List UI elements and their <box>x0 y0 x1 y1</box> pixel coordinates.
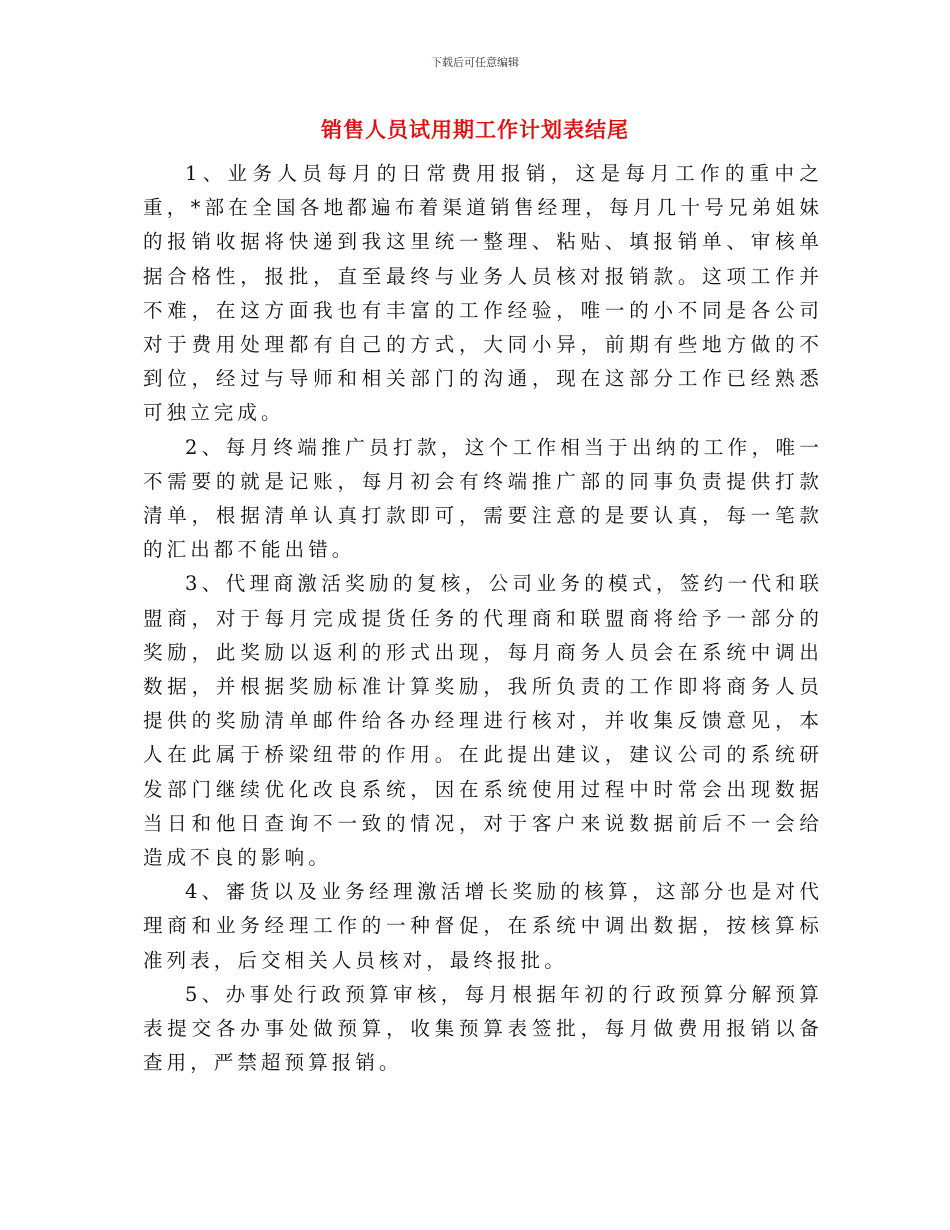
document-body <box>143 157 823 1080</box>
document-title: 销售人员试用期工作计划表结尾 <box>321 118 629 142</box>
header-note: 下载后可任意编辑 <box>431 56 519 69</box>
paragraph-3: 3、代理商激活奖励的复核，公司业务的模式，签约一代和联盟商，对于每月完成提货任务的代理商和联盟商将给予一部分的奖励，此奖励以返利的形式出现，每月商务人员会在系统中调出数据，并根据奖励标准计算奖励，我所负责的工作即将商务人员提供的奖励清单邮件给各办经理进行核对，并收集反馈意见，本人在此属于桥梁纽带的作用。在此提出建议，建议公司的系统研发部门继续优化改良系统，因在系统使用过程中时常会出现数据当日和他日查询不一致的情况，对于客户来说数据前后不一会给造成不良的影响。 <box>143 572 823 870</box>
paragraph-4: 4、審货以及业务经理激活增长奖励的核算，这部分也是对代理商和业务经理工作的一种督促，在系统中调出数据，按核算标准列表，后交相关人员核对，最终报批。 <box>143 880 823 972</box>
paragraph-5: 5、办事处行政预算审核，每月根据年初的行政预算分解预算表提交各办事处做预算，收集预算表签批，每月做费用报销以备查用，严禁超预算报销。 <box>143 982 823 1075</box>
paragraph-1: 1、业务人员每月的日常费用报销，这是每月工作的重中之重，*部在全国各地都遍布着渠道销售经理，每月几十号兄弟姐妹的报销收据将快递到我这里统一整理、粘贴、填报销单、审核单据合格性，报批，直至最终与业务人员核对报销款。这项工作并不难，在这方面我也有丰富的工作经验，唯一的小不同是各公司对于费用处理都有自己的方式，大同小异，前期有些地方做的不到位，经过与导师和相关部门的沟通，现在这部分工作已经熟悉可独立完成。 <box>143 162 823 425</box>
paragraph-2: 2、每月终端推广员打款，这个工作相当于出纳的工作，唯一不需要的就是记账，每月初会有终端推广部的同事负责提供打款清单，根据清单认真打款即可，需要注意的是要认真，每一笔款的汇出都不能出错。 <box>143 435 823 562</box>
